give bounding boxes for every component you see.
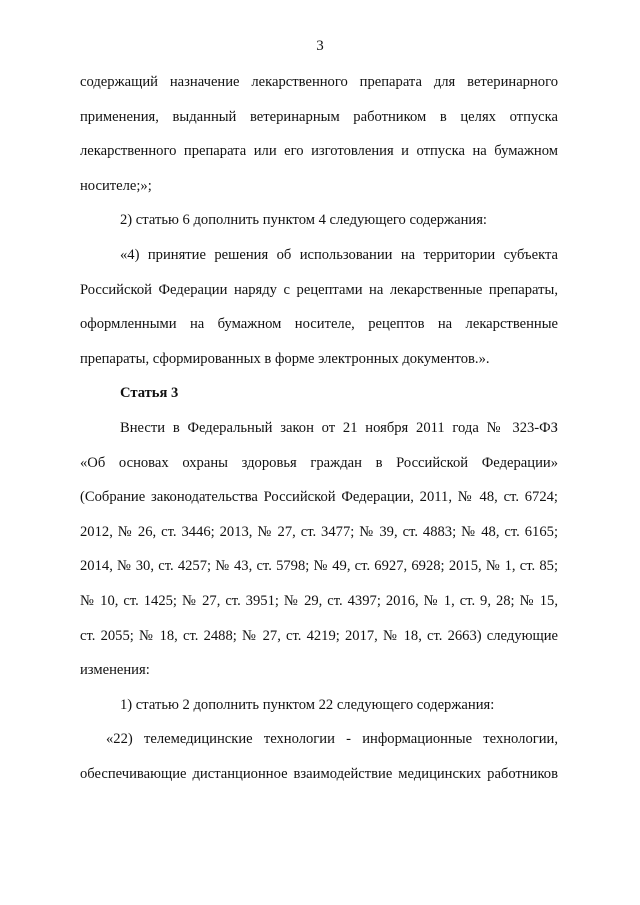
text-line: лекарственного препарата или его изготовления и отпуска на бумажном xyxy=(80,143,558,160)
text-line: 2) статью 6 дополнить пунктом 4 следующего содержания: xyxy=(120,212,487,229)
text-line: 2012, № 26, ст. 3446; 2013, № 27, ст. 3477; № 39, ст. 4883; № 48, ст. 6165; xyxy=(80,523,558,540)
text-line: содержащий назначение лекарственного препарата для ветеринарного xyxy=(80,74,558,90)
text-line: оформленными на бумажном носителе, рецептов на лекарственные xyxy=(80,316,558,333)
text-line: «4) принятие решения об использовании на территории субъекта xyxy=(120,246,558,263)
text-line: препараты, сформированных в форме электронных документов.». xyxy=(80,350,490,367)
text-line: 1) статью 2 дополнить пунктом 22 следующего содержания: xyxy=(120,696,495,713)
text-line: Внести в Федеральный закон от 21 ноября 2011 года № 323-ФЗ xyxy=(120,419,558,436)
text-line: Российской Федерации наряду с рецептами на лекарственные препараты, xyxy=(80,281,558,298)
text-line: «22) телемедицинские технологии - информационные технологии, xyxy=(106,731,558,748)
text-line: изменения: xyxy=(80,662,150,679)
text-line: обеспечивающие дистанционное взаимодействие медицинских работников xyxy=(80,765,558,782)
article-heading: Статья 3 xyxy=(120,385,179,402)
document-body xyxy=(80,71,558,797)
text-line: применения, выданный ветеринарным работником в целях отпуска xyxy=(80,108,558,125)
text-line: № 10, ст. 1425; № 27, ст. 3951; № 29, ст. 4397; 2016, № 1, ст. 9, 28; № 15, xyxy=(80,592,558,609)
text-line: носителе;»; xyxy=(80,177,152,194)
text-line: (Собрание законодательства Российской Федерации, 2011, № 48, ст. 6724; xyxy=(80,489,558,506)
text-line: ст. 2055; № 18, ст. 2488; № 27, ст. 4219; 2017, № 18, ст. 2663) следующие xyxy=(80,627,558,644)
page-number: 3 xyxy=(316,38,324,54)
text-line: «Об основах охраны здоровья граждан в Российской Федерации» xyxy=(80,454,558,471)
text-line: 2014, № 30, ст. 4257; № 43, ст. 5798; № 49, ст. 6927, 6928; 2015, № 1, ст. 85; xyxy=(80,558,558,575)
